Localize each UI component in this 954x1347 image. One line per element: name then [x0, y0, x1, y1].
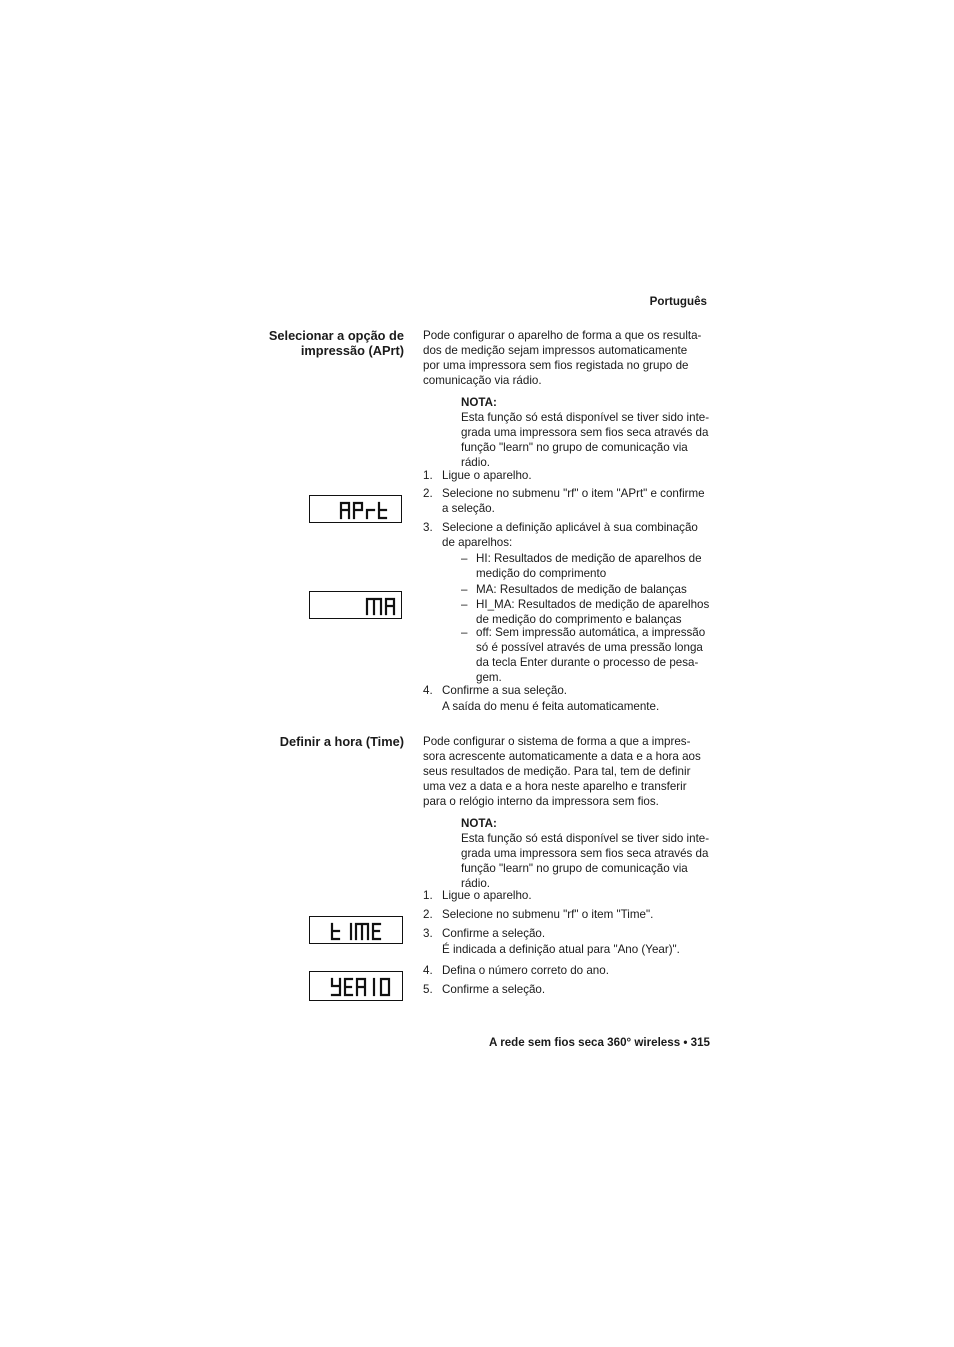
- dash-bullet: –: [461, 598, 468, 611]
- lcd-display-aprt: [309, 495, 402, 523]
- text-line: uma vez a data e a hora neste aparelho e transferir: [423, 780, 687, 793]
- section1-note: [461, 395, 713, 470]
- step-number: 2.: [423, 487, 433, 500]
- text-line: de aparelhos:: [442, 536, 513, 549]
- step-item: [423, 926, 713, 957]
- step-item: [423, 963, 713, 978]
- lcd-display-ma: [309, 591, 402, 619]
- step-item: [423, 520, 713, 550]
- step-number: 5.: [423, 983, 433, 996]
- section-title-aprt: [200, 328, 404, 358]
- text-line: rádio.: [461, 456, 491, 469]
- text-line: gem.: [476, 671, 502, 684]
- text-line: Esta função só está disponível se tiver sido inte-: [461, 411, 710, 424]
- option-item: [461, 625, 713, 685]
- text-line: Selecione no submenu "rf" o item "Time".: [442, 908, 654, 921]
- lcd-display-year: [309, 971, 403, 1001]
- step-number: 3.: [423, 927, 433, 940]
- text-line: rádio.: [461, 877, 491, 890]
- step-number: 1.: [423, 469, 433, 482]
- text-line: dos de medição sejam impressos automaticamente: [423, 344, 688, 357]
- text-line: HI_MA: Resultados de medição de aparelhos: [476, 598, 710, 611]
- text-line: Pode configurar o sistema de forma a que a impres-: [423, 735, 691, 748]
- text-line: HI: Resultados de medição de aparelhos de: [476, 552, 702, 565]
- step-number: 2.: [423, 908, 433, 921]
- header-language: Português: [649, 295, 707, 308]
- text-line: função "learn" no grupo de comunicação via: [461, 441, 688, 454]
- text-line: Esta função só está disponível se tiver sido inte-: [461, 832, 710, 845]
- lcd-year-glyphs: [310, 972, 404, 1002]
- text-line: por uma impressora sem fios registada no grupo de: [423, 359, 689, 372]
- step-item: [423, 982, 713, 997]
- lcd-time-glyphs: [310, 917, 404, 945]
- dash-bullet: –: [461, 552, 468, 565]
- section-title-line: impressão (APrt): [300, 343, 404, 358]
- text-line: grada uma impressora sem fios seca através da: [461, 426, 709, 439]
- text-line: para o relógio interno da impressora sem fios.: [423, 795, 659, 808]
- section-title-time: Definir a hora (Time): [279, 734, 404, 749]
- note-heading: NOTA:: [461, 396, 497, 409]
- text-line: Defina o número correto do ano.: [442, 964, 609, 977]
- text-line: Selecione no submenu "rf" o item "APrt" e confirme: [442, 487, 705, 500]
- step-item: [423, 907, 713, 922]
- note-heading: NOTA:: [461, 817, 497, 830]
- text-line: da tecla Enter durante o processo de pesa-: [476, 656, 699, 669]
- text-line: off: Sem impressão automática, a impressão: [476, 626, 706, 639]
- section2-intro: [423, 734, 713, 809]
- text-line: Confirme a seleção.: [442, 983, 546, 996]
- text-line: comunicação via rádio.: [423, 374, 542, 387]
- step-item: [423, 683, 713, 714]
- section2-note: [461, 816, 713, 891]
- text-line: de medição do comprimento e balanças: [476, 613, 682, 626]
- dash-bullet: –: [461, 626, 468, 639]
- text-line: função "learn" no grupo de comunicação via: [461, 862, 688, 875]
- lcd-display-time: [309, 916, 403, 944]
- page-footer: A rede sem fios seca 360° wireless • 315: [489, 1036, 710, 1049]
- text-line: A saída do menu é feita automaticamente.: [442, 700, 660, 713]
- text-line: Ligue o aparelho.: [442, 469, 532, 482]
- section-title-line: Selecionar a opção de: [268, 328, 404, 343]
- section1-intro: [423, 328, 713, 388]
- step-item: [423, 888, 713, 903]
- step-item: [423, 486, 713, 516]
- text-line: É indicada a definição atual para "Ano (Year)".: [442, 943, 680, 956]
- text-line: só é possível através de uma pressão longa: [476, 641, 703, 654]
- step-number: 4.: [423, 964, 433, 977]
- step-item: [423, 468, 713, 483]
- lcd-ma-glyphs: [310, 592, 403, 620]
- text-line: Ligue o aparelho.: [442, 889, 532, 902]
- lcd-aprt-glyphs: [310, 496, 403, 524]
- dash-bullet: –: [461, 583, 468, 596]
- text-line: grada uma impressora sem fios seca através da: [461, 847, 709, 860]
- text-line: Confirme a sua seleção.: [442, 684, 568, 697]
- text-line: seus resultados de medição. Para tal, tem de definir: [423, 765, 691, 778]
- step-number: 1.: [423, 889, 433, 902]
- text-line: Confirme a seleção.: [442, 927, 546, 940]
- text-line: Pode configurar o aparelho de forma a que os resulta-: [423, 329, 702, 342]
- step-number: 4.: [423, 684, 433, 697]
- text-line: sora acrescente automaticamente a data e a hora aos: [423, 750, 701, 763]
- step-number: 3.: [423, 521, 433, 534]
- option-item: [461, 551, 713, 581]
- option-item: [461, 582, 713, 597]
- text-line: Selecione a definição aplicável à sua combinação: [442, 521, 698, 534]
- text-line: MA: Resultados de medição de balanças: [476, 583, 687, 596]
- text-line: a seleção.: [442, 502, 495, 515]
- text-line: medição do comprimento: [476, 567, 607, 580]
- option-item: [461, 597, 713, 627]
